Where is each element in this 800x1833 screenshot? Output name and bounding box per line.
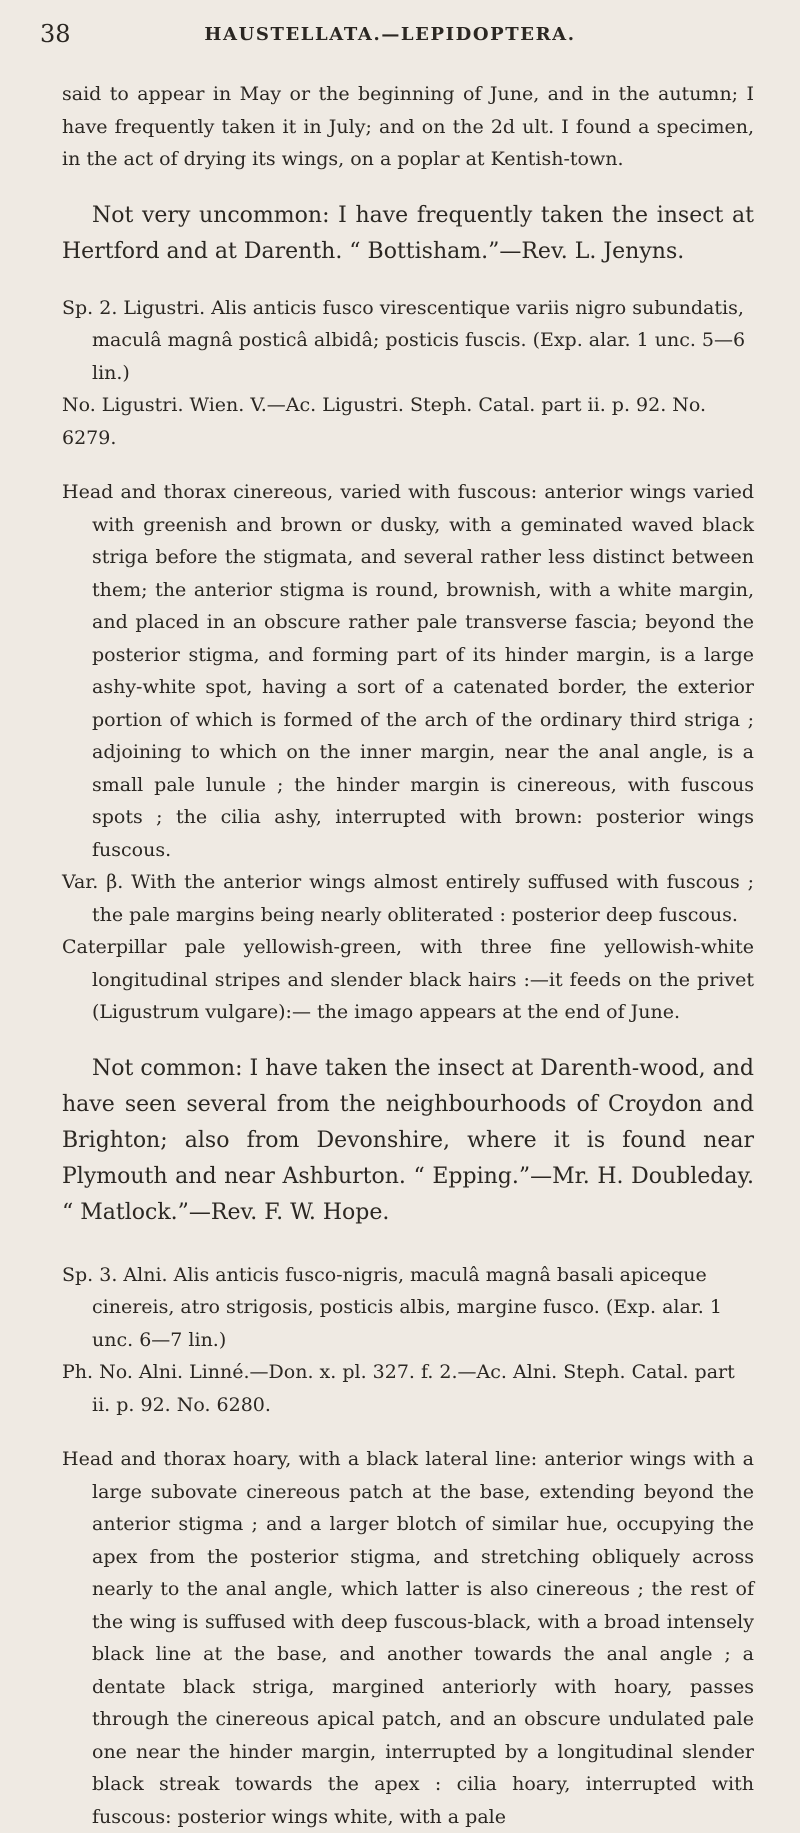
species-heading-alni: Sp. 3. Alni. Alis anticis fusco-nigris, maculâ magnâ basali apiceque cinereis, atro strigosis, posticis albis, margine fusco. (Exp. alar. 1 unc. 6—7 lin.) <box>62 1263 722 1351</box>
running-title: HAUSTELLATA.—LEPIDOPTERA. <box>204 24 576 45</box>
paragraph-locality-ligustri: Not common: I have taken the insect at Darenth-wood, and have seen several from the neighbourhoods of Croydon and Brighton; also from Devonshire, where it is found near Plymouth and near Ashburton. “ Epping.”—Mr. H. Doubleday. “ Matlock.”—Rev. F. W. Hope. <box>62 1055 754 1225</box>
page-header <box>40 20 740 60</box>
variety-beta: Var. β. With the anterior wings almost entirely suffused with fuscous ; the pale margins being nearly obliterated : posterior deep fuscous. <box>62 871 754 926</box>
synonymy-alni: Ph. No. Alni. Linné.—Don. x. pl. 327. f. 2.—Ac. Alni. Steph. Catal. part ii. p. 92. No. 6280. <box>62 1361 735 1416</box>
caterpillar-note: Caterpillar pale yellowish-green, with three fine yellowish-white longitudinal stripes and slender black hairs :—it feeds on the privet (Ligustrum vulgare):— the imago appears at the end of June. <box>62 936 754 1023</box>
paragraph-locality-ligustri-prev: Not very uncommon: I have frequently taken the insect at Hertford and at Darenth. “ Bottisham.”—Rev. L. Jenyns. <box>62 202 754 264</box>
page-body <box>62 78 754 1833</box>
page-number: 38 <box>40 20 71 48</box>
synonymy-ligustri: No. Ligustri. Wien. V.—Ac. Ligustri. Steph. Catal. part ii. p. 92. No. 6279. <box>62 394 707 449</box>
description-alni: Head and thorax hoary, with a black lateral line: anterior wings with a large subovate cinereous patch at the base, extending beyond the anterior stigma ; and a larger blotch of similar hue, occupying the apex from the posterior stigma, and stretching obliquely across nearly to the anal angle, which latter is also cinereous ; the rest of the wing is suffused with deep fuscous-black, with a broad intensely black line at the base, and another towards the anal angle ; a dentate black striga, margined anteriorly with hoary, passes through the cinereous apical patch, and an obscure undulated pale one near the hinder margin, interrupted by a longitudinal slender black streak towards the apex : cilia hoary, interrupted with fuscous: posterior wings white, with a pale <box>62 1448 754 1828</box>
description-ligustri: Head and thorax cinereous, varied with fuscous: anterior wings varied with greenish and brown or dusky, with a geminated waved black striga before the stigmata, and several rather less distinct between them; the anterior stigma is round, brownish, with a white margin, and placed in an obscure rather pale transverse fascia; beyond the posterior stigma, and forming part of its hinder margin, is a large ashy-white spot, having a sort of a catenated border, the exterior portion of which is formed of the arch of the ordinary third striga ; adjoining to which on the inner margin, near the anal angle, is a small pale lunule ; the hinder margin is cinereous, with fuscous spots ; the cilia ashy, interrupted with brown: posterior wings fuscous. <box>62 481 754 861</box>
paragraph-continuation: said to appear in May or the beginning of June, and in the autumn; I have frequently taken it in July; and on the 2d ult. I found a specimen, in the act of drying its wings, on a poplar at Kentish-town. <box>62 83 754 170</box>
species-heading-ligustri: Sp. 2. Ligustri. Alis anticis fusco virescentique variis nigro subundatis, maculâ magnâ posticâ albidâ; posticis fuscis. (Exp. alar. 1 unc. 5—6 lin.) <box>62 296 746 384</box>
